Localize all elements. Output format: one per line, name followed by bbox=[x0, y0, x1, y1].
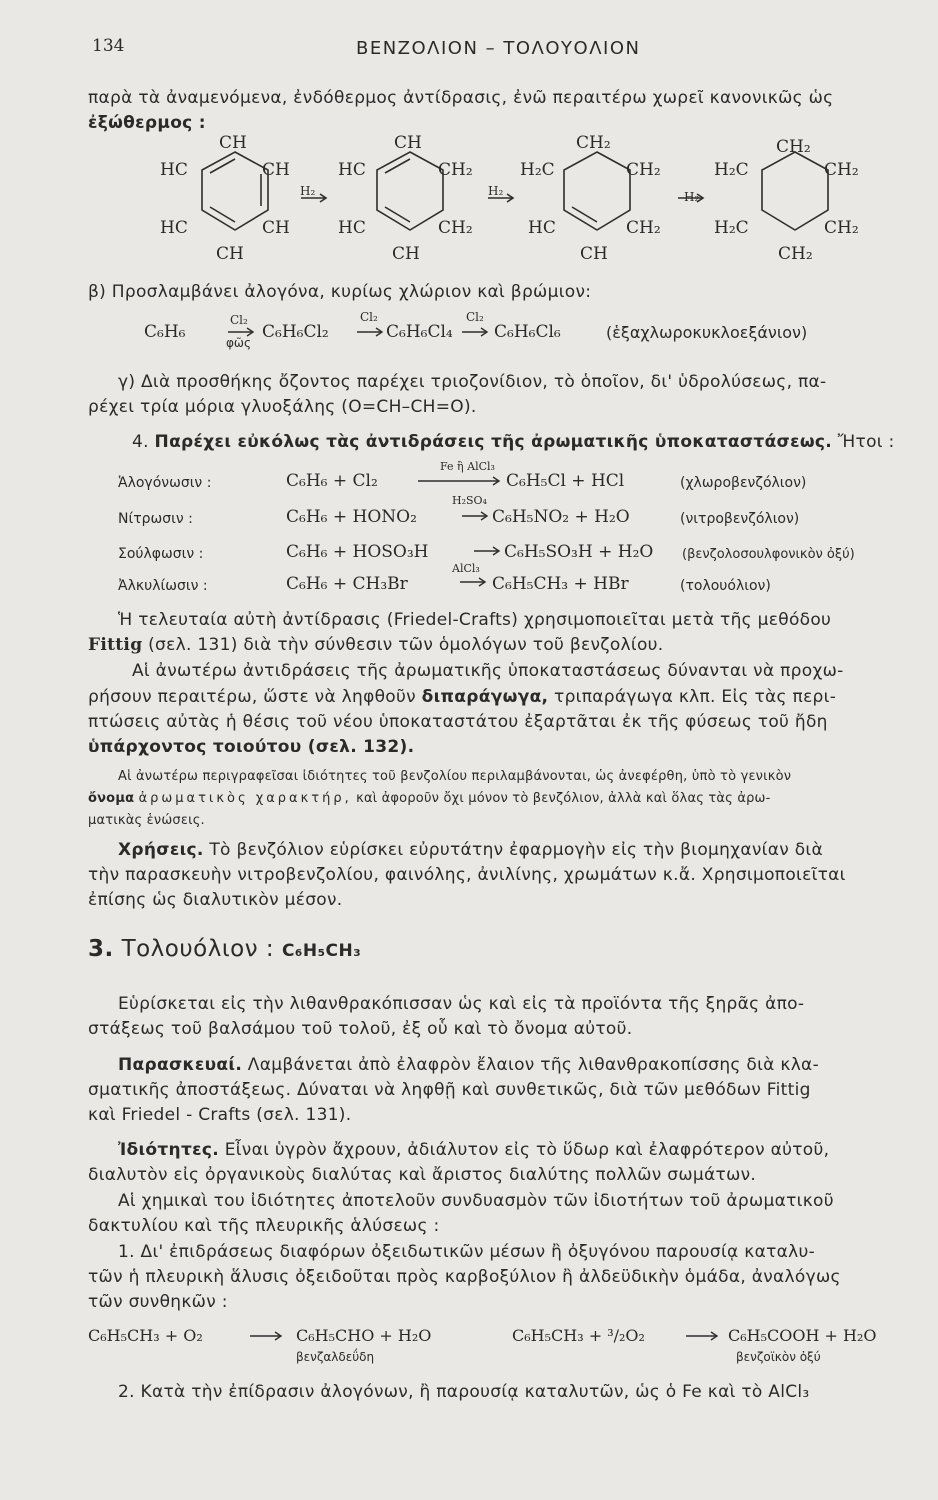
chlor-c1: φῶς bbox=[226, 336, 252, 350]
ring4-bottom: CH₂ bbox=[778, 244, 813, 264]
reaction3-label: Σούλφωσιν : bbox=[118, 546, 204, 562]
reaction4-lhs: C₆H₆ + CH₃Br bbox=[286, 574, 408, 594]
chlor-r2: Cl₂ bbox=[360, 310, 378, 324]
item1-line-1: 1. Δι' ἐπιδράσεως διαφόρων ὀξειδωτικῶν μέσων ἢ ὀξυγόνου παρουσίᾳ καταλυ- bbox=[118, 1242, 816, 1262]
ring2-ul: HC bbox=[338, 160, 366, 180]
occurrence-line-2: στάξεως τοῦ βαλσάμου τοῦ τολοῦ, ἐξ οὗ καὶ τὸ ὄνομα αὐτοῦ. bbox=[88, 1019, 633, 1039]
oxidation-a-product: C₆H₅CHO + H₂O bbox=[296, 1326, 432, 1345]
prep-line-2: σματικῆς ἀποστάξεως. Δύναται νὰ ληφθῇ καὶ συνθετικῶς, διὰ τῶν μεθόδων Fittig bbox=[88, 1080, 811, 1100]
fittig-rest: (σελ. 131) διὰ τὴν σύνθεσιν τῶν ὁμολόγων τοῦ βενζολίου. bbox=[148, 635, 664, 655]
aromatic-rest: καὶ ἀφοροῦν ὄχι μόνον τὸ βενζόλιον, ἀλλὰ καὶ ὅλας τὰς ἀρω- bbox=[356, 791, 771, 806]
aromatic-line-3: ματικὰς ἑνώσεις. bbox=[88, 813, 205, 828]
uses-heading: Χρήσεις. bbox=[118, 840, 204, 860]
oxidation-b: C₆H₅CH₃ + ³/₂O₂ bbox=[512, 1326, 645, 1345]
ring3-ul: H₂C bbox=[520, 160, 555, 180]
section-4-tail: Ἤτοι : bbox=[837, 432, 895, 452]
subst-line-4 bbox=[88, 735, 928, 760]
item1-line-3: τῶν συνθηκῶν : bbox=[88, 1292, 228, 1312]
reaction2-lhs: C₆H₆ + HONO₂ bbox=[286, 507, 417, 527]
fittig-bold: Fittig bbox=[88, 635, 143, 655]
ring4-ll: H₂C bbox=[714, 218, 749, 238]
ring3-top: CH₂ bbox=[576, 133, 611, 153]
subst-line-1: Αἱ ἀνωτέρω ἀντιδράσεις τῆς ἀρωματικῆς ὑποκαταστάσεως δύνανται νὰ προχω- bbox=[132, 661, 844, 681]
reaction3-rhs: C₆H₅SO₃H + H₂O bbox=[504, 542, 654, 562]
chlor-s3: C₆H₆Cl₄ bbox=[386, 322, 453, 342]
reaction1-name: (χλωροβενζόλιον) bbox=[680, 475, 807, 491]
reaction2-label: Νίτρωσιν : bbox=[118, 511, 193, 527]
item2-line-1: 2. Κατὰ τὴν ἐπίδρασιν ἀλογόνων, ἢ παρουσίᾳ καταλυτῶν, ὡς ὁ Fe καὶ τὸ AlCl₃ bbox=[118, 1382, 810, 1402]
ring2-lr: CH₂ bbox=[438, 218, 473, 238]
subst-line-2a: ρήσουν περαιτέρω, ὥστε νὰ ληφθοῦν bbox=[88, 687, 416, 707]
item1-line-2: τῶν ἡ πλευρικὴ ἅλυσις ὀξειδοῦται πρὸς καρβοξύλιον ἢ ἀλδεϋδικὴν ὁμάδα, ἀναλόγως bbox=[88, 1267, 841, 1287]
chlor-s2: C₆H₆Cl₂ bbox=[262, 322, 329, 342]
reaction1-catalyst: Fe ἢ AlCl₃ bbox=[440, 460, 495, 473]
prep-line-1-text: Λαμβάνεται ἀπὸ ἐλαφρὸν ἔλαιον τῆς λιθανθρακοπίσσης διὰ κλα- bbox=[247, 1055, 820, 1075]
reaction1-label: Ἁλογόνωσιν : bbox=[118, 475, 212, 491]
props-line-1 bbox=[118, 1138, 928, 1163]
subst-line-4-text: ὑπάρχοντος τοιούτου (σελ. 132). bbox=[88, 737, 415, 757]
ring4-lr: CH₂ bbox=[824, 218, 859, 238]
props-line-1-text: Εἶναι ὑγρὸν ἄχρουν, ἀδιάλυτον εἰς τὸ ὕδωρ καὶ ἐλαφρότερον αὐτοῦ, bbox=[224, 1140, 830, 1160]
subst-line-2 bbox=[88, 685, 928, 710]
aromatic-bold: ὄνομα bbox=[88, 791, 135, 806]
subst-line-2b: τριπαράγωγα κλπ. Εἰς τὰς περι- bbox=[554, 687, 837, 707]
intro-line-2: ἐξώθερμος : bbox=[88, 113, 206, 133]
section-c-line-1: γ) Διὰ προσθήκης ὄζοντος παρέχει τριοζονίδιον, τὸ ὁποῖον, δι' ὑδρολύσεως, πα- bbox=[118, 372, 827, 392]
ring3-lr: CH₂ bbox=[626, 218, 661, 238]
section-4-number: 4. bbox=[132, 432, 149, 452]
uses-line-1-text: Τὸ βενζόλιον εὑρίσκει εὐρυτάτην ἐφαρμογὴν εἰς τὴν βιομηχανίαν διὰ bbox=[209, 840, 823, 860]
reaction4-label: Ἀλκυλίωσιν : bbox=[118, 578, 208, 594]
oxidation-a: C₆H₅CH₃ + O₂ bbox=[88, 1326, 203, 1345]
subst-line-3: πτώσεις αὐτὰς ἡ θέσις τοῦ νέου ὑποκαταστάτου ἐξαρτᾶται ἐκ τῆς φύσεως τοῦ ἤδη bbox=[88, 712, 828, 732]
ring1-ur: CH bbox=[262, 160, 290, 180]
uses-line-3: ἐπίσης ὡς διαλυτικὸν μέσον. bbox=[88, 890, 343, 910]
chlor-r1: Cl₂ bbox=[230, 313, 248, 327]
ring3-ur: CH₂ bbox=[626, 160, 661, 180]
uses-line-1 bbox=[118, 838, 928, 863]
uses-line-2: τὴν παρασκευὴν νιτροβενζολίου, φαινόλης, ἀνιλίνης, χρωμάτων κ.ἄ. Χρησιμοποιεῖται bbox=[88, 865, 846, 885]
reaction4-catalyst: AlCl₃ bbox=[452, 562, 480, 575]
chlor-product-name: (ἑξαχλωροκυκλοεξάνιον) bbox=[606, 323, 808, 342]
ring2-top: CH bbox=[394, 133, 422, 153]
arrow2-reagent: H₂ bbox=[488, 184, 504, 198]
chlor-s4: C₆H₆Cl₆ bbox=[494, 322, 561, 342]
ring1-lr: CH bbox=[262, 218, 290, 238]
section-c-line-2: ρέχει τρία μόρια γλυοξάλης (O=CH–CH=O). bbox=[88, 397, 477, 417]
chem-line-1: Αἱ χημικαὶ του ἰδιότητες ἀποτελοῦν συνδυασμὸν τῶν ἰδιοτήτων τοῦ ἀρωματικοῦ bbox=[118, 1191, 834, 1211]
props-heading: Ἰδιότητες. bbox=[118, 1140, 219, 1160]
ring1-ul: HC bbox=[160, 160, 188, 180]
aromatic-line-1: Αἱ ἀνωτέρω περιγραφεῖσαι ἰδιότητες τοῦ βενζολίου περιλαμβάνονται, ὡς ἀνεφέρθη, ὑπὸ τὸ γενικὸν bbox=[118, 769, 792, 784]
ring3-ll: HC bbox=[528, 218, 556, 238]
props-line-2: διαλυτὸν εἰς ὀργανικοὺς διαλύτας καὶ ἄριστος διαλύτης πολλῶν σωμάτων. bbox=[88, 1165, 757, 1185]
running-title: ΒΕΝΖΟΛΙΟΝ – ΤΟΛΟΥΟΛΙΟΝ bbox=[356, 38, 641, 59]
oxidation-b-product: C₆H₅COOH + H₂O bbox=[728, 1326, 877, 1345]
fittig-line-2 bbox=[88, 633, 928, 658]
section-4-heading: Παρέχει εὐκόλως τὰς ἀντιδράσεις τῆς ἀρωματικῆς ὑποκαταστάσεως. bbox=[154, 432, 833, 452]
intro-line-1: παρὰ τὰ ἀναμενόμενα, ἐνδόθερμος ἀντίδρασις, ἐνῶ περαιτέρω χωρεῖ κανονικῶς ὡς bbox=[88, 88, 834, 108]
prep-line-3: καὶ Friedel - Crafts (σελ. 131). bbox=[88, 1105, 352, 1125]
prep-line-1 bbox=[118, 1053, 928, 1078]
prep-heading: Παρασκευαί. bbox=[118, 1055, 243, 1075]
occurrence-line-1: Εὑρίσκεται εἰς τὴν λιθανθρακόπισσαν ὡς καὶ εἰς τὰ προϊόντα τῆς ξηρᾶς ἀπο- bbox=[118, 994, 805, 1014]
reaction4-rhs: C₆H₅CH₃ + HBr bbox=[492, 574, 629, 594]
reaction3-lhs: C₆H₆ + HOSO₃H bbox=[286, 542, 429, 562]
reaction3-name: (βενζολοσουλφονικὸν ὀξύ) bbox=[682, 547, 855, 562]
oxidation-a-name: βενζαλδεΰδη bbox=[296, 1350, 375, 1364]
section-3-name: Τολουόλιον : bbox=[121, 936, 275, 962]
ring4-top: CH₂ bbox=[776, 137, 811, 157]
arrow1-reagent: H₂ bbox=[300, 184, 316, 198]
ring1-ll: HC bbox=[160, 218, 188, 238]
ring1-bottom: CH bbox=[216, 244, 244, 264]
section-4-heading-line bbox=[132, 430, 928, 455]
subst-bold: διπαράγωγα, bbox=[421, 687, 549, 707]
aromatic-spaced: ἀρωματικὸς χαρακτήρ, bbox=[138, 791, 352, 806]
ring4-ur: CH₂ bbox=[824, 160, 859, 180]
reaction2-name: (νιτροβενζόλιον) bbox=[680, 511, 800, 527]
ring2-ll: HC bbox=[338, 218, 366, 238]
reaction2-rhs: C₆H₅NO₂ + H₂O bbox=[492, 507, 630, 527]
section-b-text: β) Προσλαμβάνει ἀλογόνα, κυρίως χλώριον καὶ βρώμιον: bbox=[88, 282, 592, 302]
page-number: 134 bbox=[92, 36, 125, 56]
section-3-number: 3. bbox=[88, 936, 114, 962]
section-3-formula: C₆H₅CH₃ bbox=[281, 941, 362, 961]
ring4-ul: H₂C bbox=[714, 160, 749, 180]
reaction1-rhs: C₆H₅Cl + HCl bbox=[506, 471, 625, 491]
oxidation-b-name: βενζοϊκὸν ὀξύ bbox=[736, 1350, 821, 1364]
chem-line-2: δακτυλίου καὶ τῆς πλευρικῆς ἁλύσεως : bbox=[88, 1216, 440, 1236]
reaction4-name: (τολουόλιον) bbox=[680, 578, 771, 594]
ring2-bottom: CH bbox=[392, 244, 420, 264]
arrow3-reagent: H₂ bbox=[684, 190, 700, 204]
aromatic-line-2 bbox=[88, 788, 928, 810]
chlor-s1: C₆H₆ bbox=[144, 322, 186, 342]
reaction2-catalyst: H₂SO₄ bbox=[452, 494, 487, 507]
reaction1-lhs: C₆H₆ + Cl₂ bbox=[286, 471, 378, 491]
section-3-title bbox=[88, 936, 361, 962]
ring3-bottom: CH bbox=[580, 244, 608, 264]
chlor-r3: Cl₂ bbox=[466, 310, 484, 324]
fittig-line-1: Ἡ τελευταία αὐτὴ ἀντίδρασις (Friedel-Crafts) χρησιμοποιεῖται μετὰ τῆς μεθόδου bbox=[118, 610, 832, 630]
ring2-ur: CH₂ bbox=[438, 160, 473, 180]
ring1-top: CH bbox=[219, 133, 247, 153]
